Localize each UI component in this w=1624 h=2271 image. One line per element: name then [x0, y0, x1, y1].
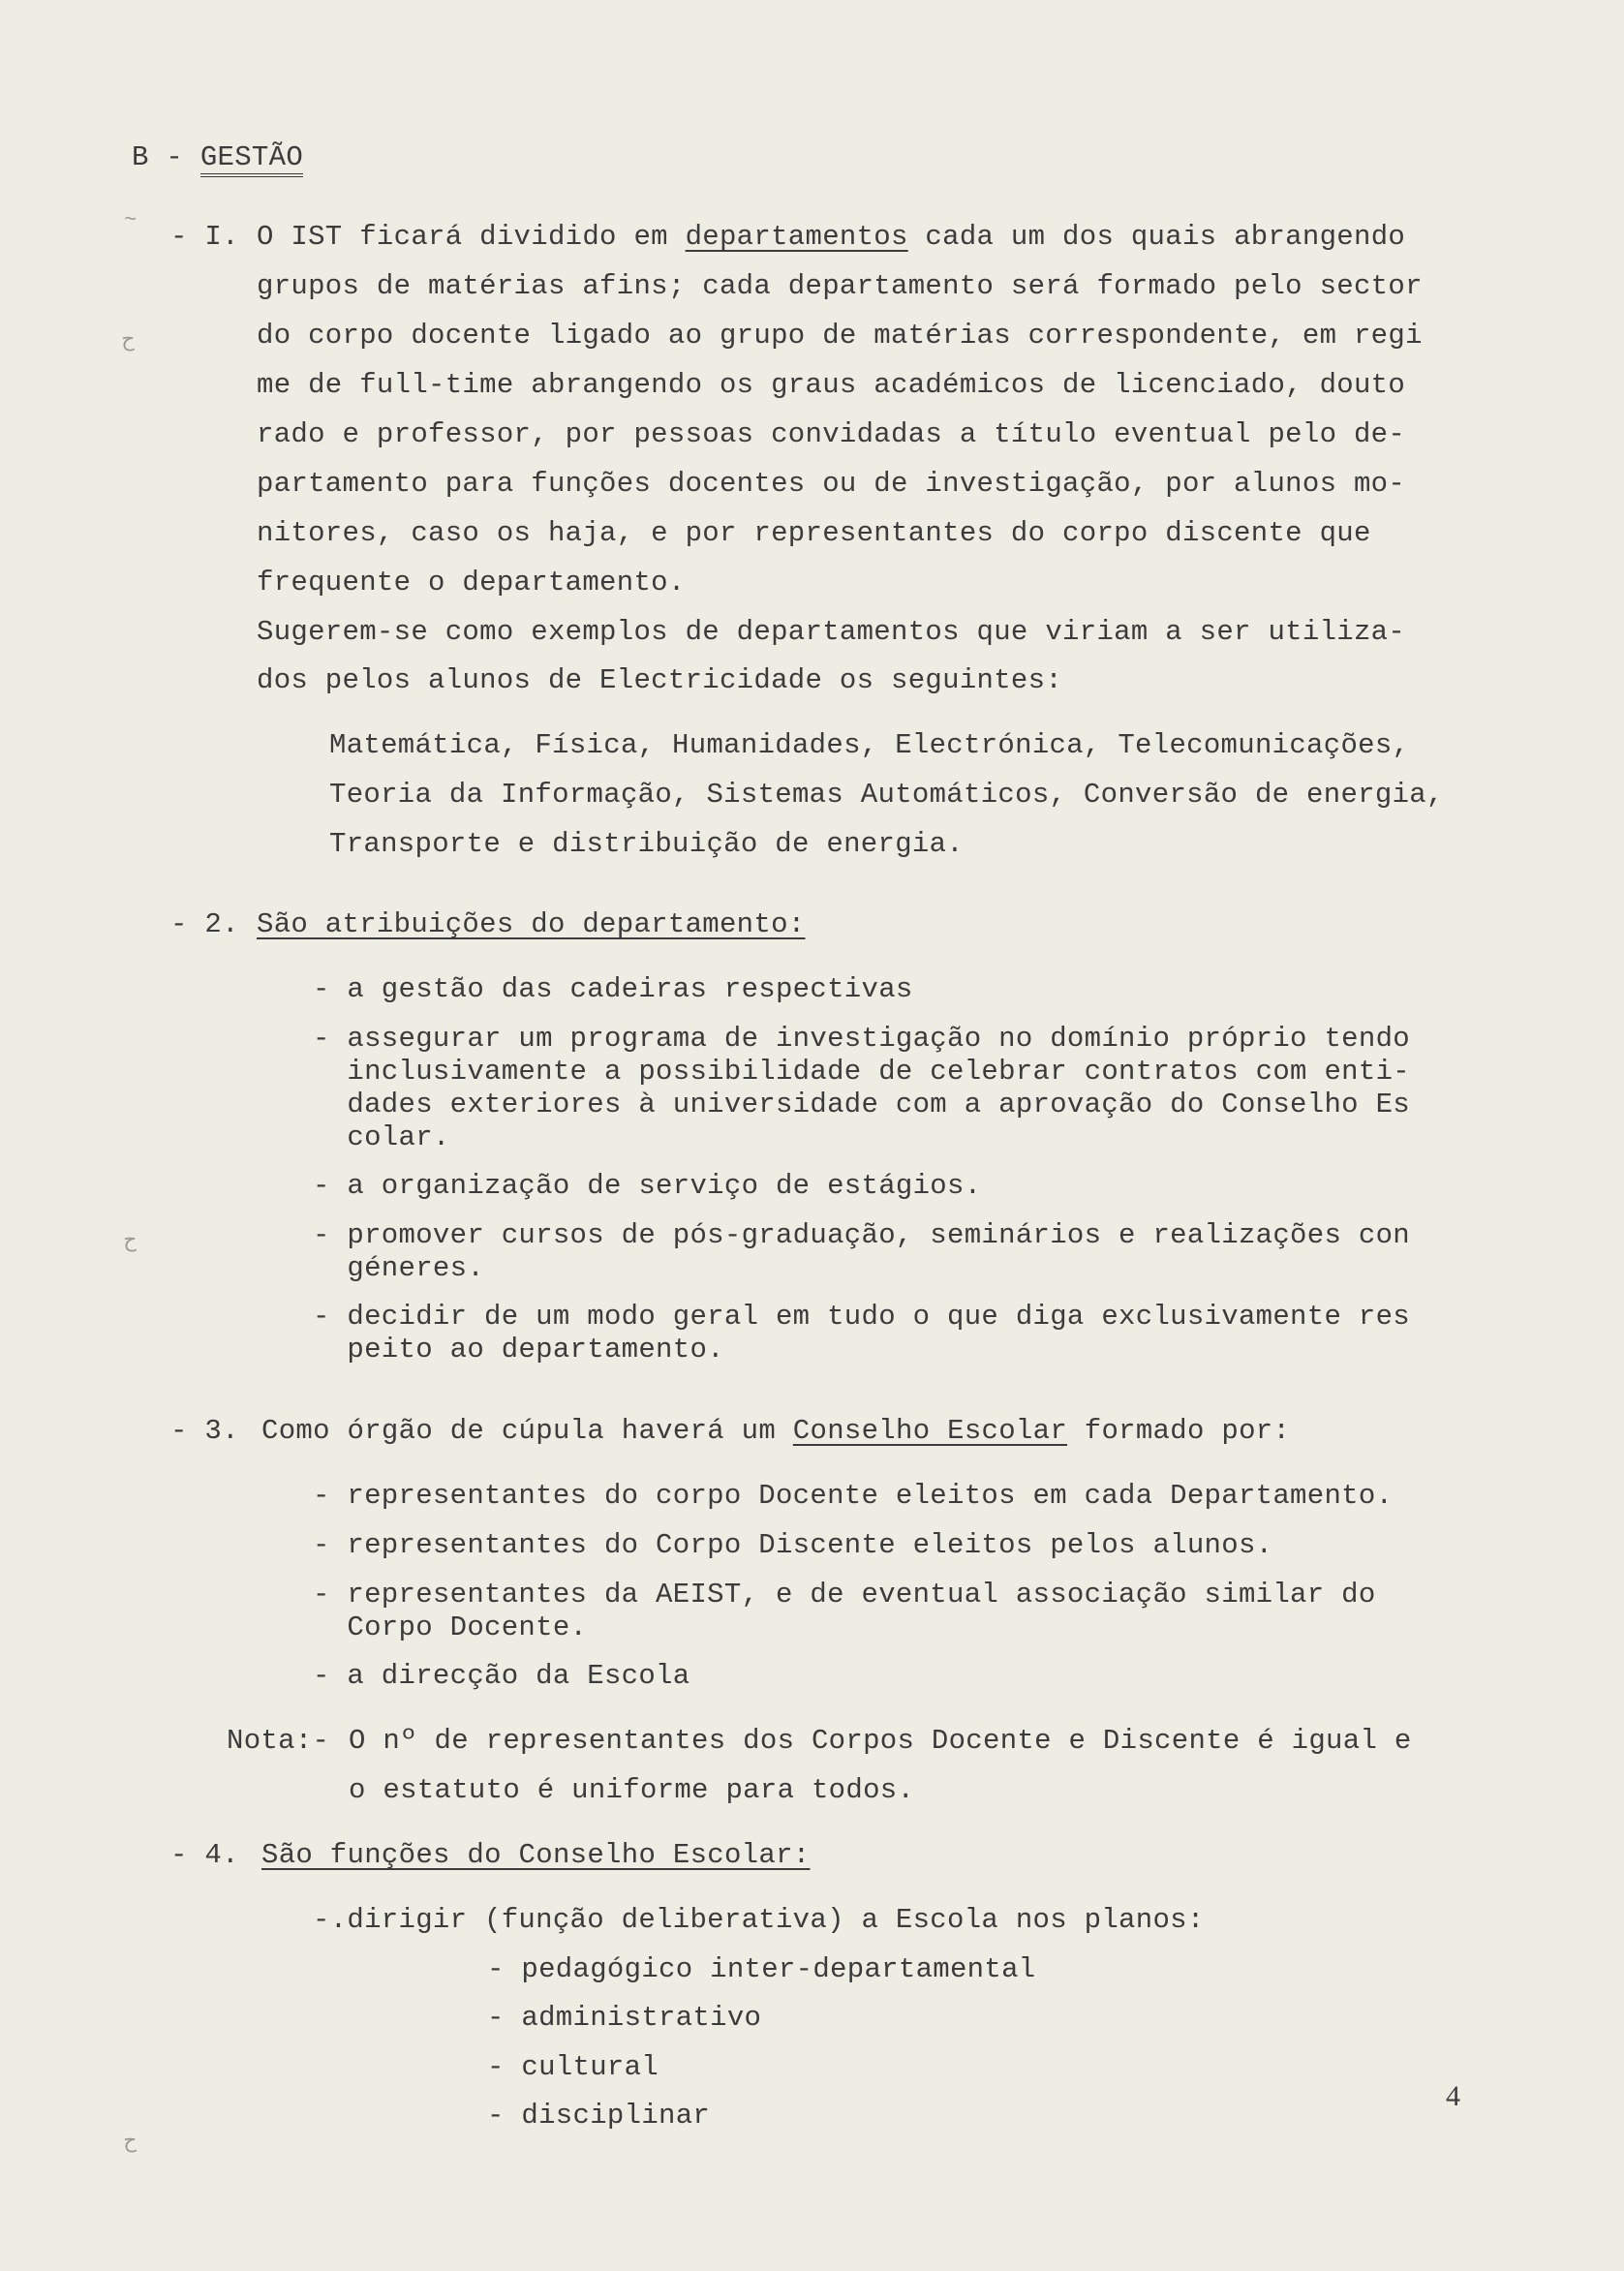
text-run: Como órgão de cúpula haverá um: [261, 1415, 793, 1447]
text-run: cada um dos quais abrangendo: [907, 221, 1406, 253]
margin-mark: ح: [122, 328, 136, 353]
list-item-cont: géneres.: [313, 1252, 485, 1284]
department-list-line: Teoria da Informação, Sistemas Automáticos, Conversão de energia,: [329, 779, 1444, 811]
section-2-title: São atribuições do departamento:: [257, 908, 806, 940]
paragraph-line: do corpo docente ligado ao grupo de matérias correspondente, em regi: [257, 320, 1423, 352]
plan-item: - disciplinar: [487, 2100, 711, 2132]
section-heading: [132, 141, 303, 177]
text-run: formado por:: [1067, 1415, 1291, 1447]
section-3-number: - 3.: [170, 1415, 239, 1447]
heading-letter: B -: [132, 141, 184, 173]
paragraph-line: rado e professor, por pessoas convidadas a título eventual pelo de-: [257, 418, 1406, 450]
list-item-cont: inclusivamente a possibilidade de celebrar contratos com enti-: [313, 1056, 1410, 1088]
list-item-cont: Corpo Docente.: [313, 1611, 588, 1643]
department-list-line: Transporte e distribuição de energia.: [329, 828, 965, 860]
section-4-intro: -.dirigir (função deliberativa) a Escola nos planos:: [313, 1904, 1205, 1936]
nota-line: O nº de representantes dos Corpos Docente e Discente é igual e: [349, 1725, 1412, 1757]
list-item: - a direcção da Escola: [313, 1660, 690, 1692]
margin-mark: ~: [124, 208, 138, 232]
margin-mark: ح: [124, 1229, 138, 1253]
section-4-title: São funções do Conselho Escolar:: [261, 1839, 811, 1871]
list-item-cont: dades exteriores à universidade com a aprovação do Conselho Es: [313, 1089, 1410, 1120]
section-4-number: - 4.: [170, 1839, 239, 1871]
list-item: - decidir de um modo geral em tudo o que diga exclusivamente res: [313, 1301, 1410, 1333]
nota-label: Nota:-: [227, 1725, 330, 1757]
margin-mark: ح: [124, 2130, 138, 2154]
list-item: - representantes da AEIST, e de eventual associação similar do: [313, 1579, 1376, 1611]
list-item: - a gestão das cadeiras respectivas: [313, 973, 913, 1005]
paragraph-line: nitores, caso os haja, e por representantes do corpo discente que: [257, 517, 1371, 549]
section-1-line-1: [257, 221, 1405, 253]
paragraph-line: frequente o departamento.: [257, 567, 686, 598]
list-item: - representantes do corpo Docente eleitos em cada Departamento.: [313, 1480, 1394, 1512]
page-number: 4: [1446, 2080, 1460, 2112]
list-item: - representantes do Corpo Discente eleitos pelos alunos.: [313, 1529, 1273, 1561]
plan-item: - administrativo: [487, 2002, 762, 2034]
plan-item: - pedagógico inter-departamental: [487, 1953, 1036, 1985]
nota-line: o estatuto é uniforme para todos.: [349, 1774, 915, 1806]
section-1-number: - I.: [170, 221, 239, 253]
list-item: - assegurar um programa de investigação no domínio próprio tendo: [313, 1023, 1410, 1055]
section-3-line: [261, 1415, 1290, 1447]
paragraph-line: partamento para funções docentes ou de investigação, por alunos mo-: [257, 468, 1406, 500]
list-item: - a organização de serviço de estágios.: [313, 1170, 982, 1202]
paragraph-line: Sugerem-se como exemplos de departamentos que viriam a ser utiliza-: [257, 616, 1406, 648]
underlined-term: departamentos: [685, 221, 908, 253]
paragraph-line: dos pelos alunos de Electricidade os seguintes:: [257, 664, 1063, 696]
list-item-cont: peito ao departamento.: [313, 1334, 724, 1366]
list-item: - promover cursos de pós-graduação, seminários e realizações con: [313, 1219, 1410, 1251]
heading-title: GESTÃO: [200, 143, 303, 177]
paragraph-line: grupos de matérias afins; cada departamento será formado pelo sector: [257, 270, 1423, 302]
plan-item: - cultural: [487, 2051, 659, 2083]
paragraph-line: me de full-time abrangendo os graus académicos de licenciado, douto: [257, 369, 1406, 401]
department-list-line: Matemática, Física, Humanidades, Electrónica, Telecomunicações,: [329, 729, 1410, 761]
text-run: O IST ficará dividido em: [257, 221, 686, 253]
list-item-cont: colar.: [313, 1121, 450, 1153]
section-2-number: - 2.: [170, 908, 239, 940]
underlined-term: Conselho Escolar: [792, 1415, 1068, 1447]
